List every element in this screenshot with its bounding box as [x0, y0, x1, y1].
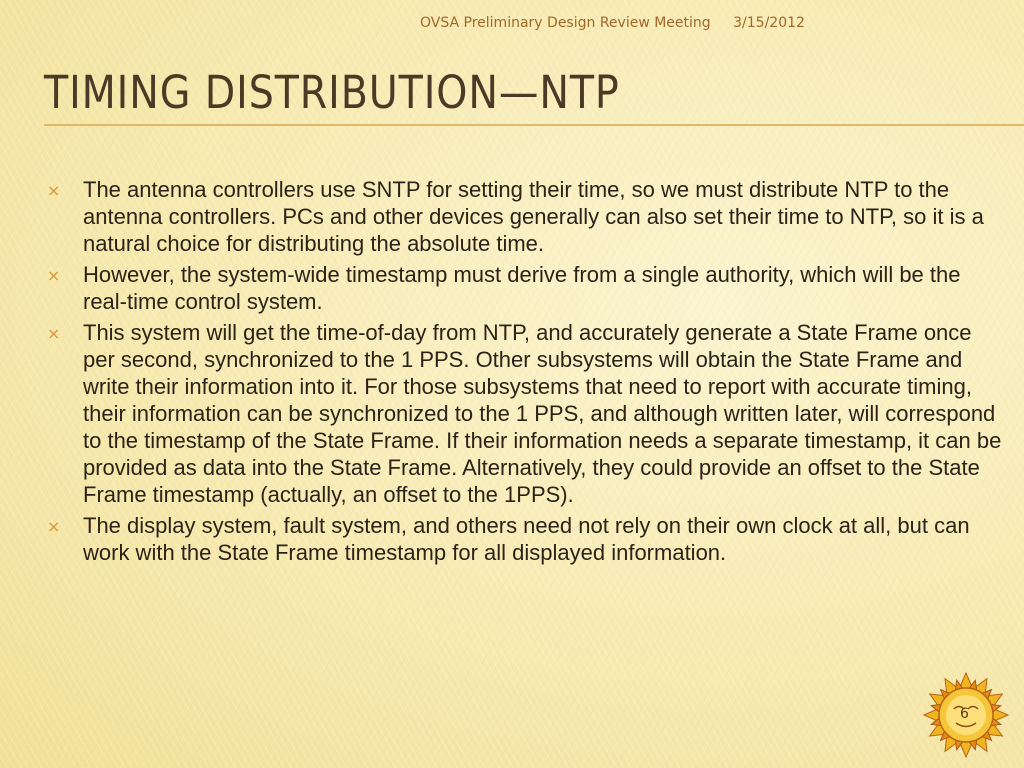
bullet-list — [44, 176, 1004, 570]
meeting-date: 3/15/2012 — [733, 15, 805, 31]
bullet-item — [44, 176, 1004, 257]
bullet-text: However, the system-wide timestamp must derive from a single authority, which will be the real-time control system. — [83, 262, 961, 314]
bullet-item — [44, 512, 1004, 566]
bullet-text: This system will get the time-of-day from NTP, and accurately generate a State Frame once per second, synchronized to the 1 PPS. Other subsystems will obtain the State Frame and write their information into it. For those subsystems that need to report with accurate timing, their information can be synchronized to the 1 PPS, and although written later, will correspond to the timestamp of the State Frame. If their information needs a separate timestamp, it can be provided as data into the State Frame. Alternatively, they could provide an offset to the State Frame timestamp (actually, an offset to the 1PPS). — [83, 320, 1002, 507]
bullet-item — [44, 261, 1004, 315]
title-underline — [44, 124, 1024, 126]
slide-title: TIMING DISTRIBUTION—NTP — [44, 66, 620, 119]
bullet-text: The display system, fault system, and others need not rely on their own clock at all, but can work with the State Frame timestamp for all displayed information. — [83, 513, 970, 565]
slide-header — [420, 15, 805, 31]
x-bullet-icon: × — [47, 324, 61, 343]
bullet-item — [44, 319, 1004, 508]
page-number: 6 — [960, 706, 969, 722]
x-bullet-icon: × — [47, 266, 61, 285]
meeting-name: OVSA Preliminary Design Review Meeting — [420, 15, 711, 31]
x-bullet-icon: × — [47, 181, 61, 200]
bullet-text: The antenna controllers use SNTP for setting their time, so we must distribute NTP to the antenna controllers. PCs and other devices generally can also set their time to NTP, so it is a natural choice for distributing the absolute time. — [83, 177, 984, 256]
x-bullet-icon: × — [47, 517, 61, 536]
